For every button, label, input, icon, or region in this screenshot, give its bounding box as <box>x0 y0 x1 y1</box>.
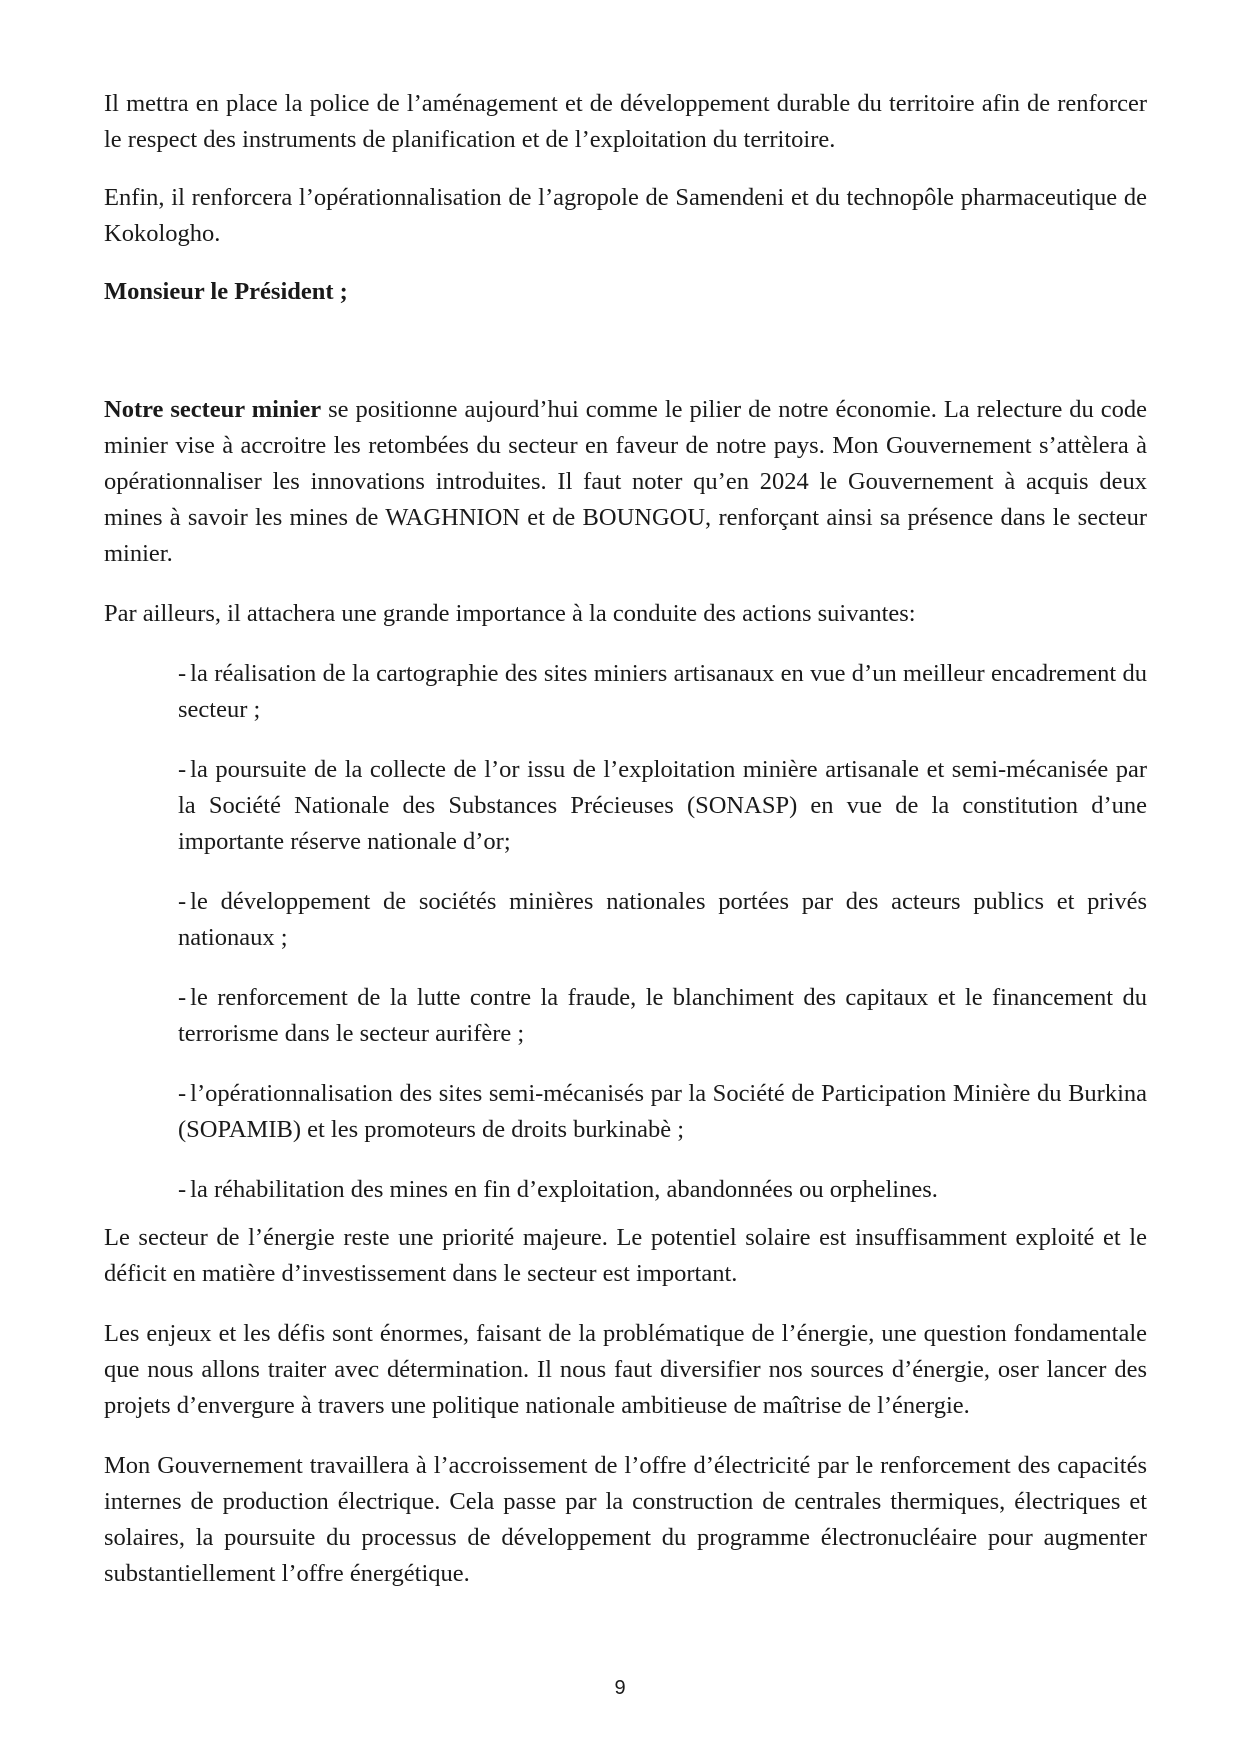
list-item-text: la réalisation de la cartographie des sites miniers artisanaux en vue d’un meilleur encadrement du secteur ; <box>178 660 1147 723</box>
paragraph-actions-intro: Par ailleurs, il attachera une grande importance à la conduite des actions suivantes: <box>104 600 916 627</box>
list-item <box>178 884 1147 956</box>
list-item <box>178 980 1147 1052</box>
list-item-text: la réhabilitation des mines en fin d’exploitation, abandonnées ou orphelines. <box>190 1176 938 1203</box>
salutation-heading: Monsieur le Président ; <box>104 278 348 305</box>
bullet-marker: - <box>178 1080 187 1107</box>
page-number: 9 <box>614 1677 626 1699</box>
paragraph-energy-challenges: Les enjeux et les défis sont énormes, faisant de la problématique de l’énergie, une question fondamentale que nous allons traiter avec détermination. Il nous faut diversifier nos sources d’énergie, oser lancer des projets d’envergure à travers une politique nationale ambitieuse de maîtrise de l’énergie. <box>104 1320 1147 1419</box>
paragraph-electricity-supply: Mon Gouvernement travaillera à l’accroissement de l’offre d’électricité par le renforcement des capacités internes de production électrique. Cela passe par la construction de centrales thermiques, électriques et solaires, la poursuite du processus de développement du programme électronucléaire pour augmenter substantiellement l’offre énergétique. <box>104 1452 1147 1587</box>
list-item-text: l’opérationnalisation des sites semi-mécanisés par la Société de Participation Minière du Burkina (SOPAMIB) et les promoteurs de droits burkinabè ; <box>178 1080 1147 1143</box>
list-item <box>178 656 1147 728</box>
mining-sector-lead: Notre secteur minier <box>104 396 322 423</box>
list-item <box>178 1076 1147 1148</box>
mining-sector-text: se positionne aujourd’hui comme le pilier de notre économie. La relecture du code minier vise à accroitre les retombées du secteur en faveur de notre pays. Mon Gouvernement s’attèlera à opérationnaliser les innovations introduites. Il faut noter qu’en 2024 le Gouvernement à acquis deux mines à savoir les mines de WAGHNION et de BOUNGOU, renforçant ainsi sa présence dans le secteur minier. <box>104 396 1147 567</box>
bullet-marker: - <box>178 984 187 1011</box>
paragraph-energy-priority: Le secteur de l’énergie reste une priorité majeure. Le potentiel solaire est insuffisamment exploité et le déficit en matière d’investissement dans le secteur est important. <box>104 1224 1147 1287</box>
list-item <box>178 1172 1147 1208</box>
paragraph-agropole: Enfin, il renforcera l’opérationnalisation de l’agropole de Samendeni et du technopôle pharmaceutique de Kokologho. <box>104 184 1147 247</box>
document-page <box>104 86 1147 1592</box>
mining-actions-list <box>104 656 1147 1208</box>
list-item-text: le renforcement de la lutte contre la fraude, le blanchiment des capitaux et le financement du terrorisme dans le secteur aurifère ; <box>178 984 1147 1047</box>
list-item <box>178 752 1147 860</box>
paragraph-territory-police: Il mettra en place la police de l’aménagement et de développement durable du territoire afin de renforcer le respect des instruments de planification et de l’exploitation du territoire. <box>104 90 1147 153</box>
bullet-marker: - <box>178 660 187 687</box>
bullet-marker: - <box>178 1176 187 1203</box>
list-item-text: le développement de sociétés minières nationales portées par des acteurs publics et privés nationaux ; <box>178 888 1147 951</box>
list-item-text: la poursuite de la collecte de l’or issu de l’exploitation minière artisanale et semi-mécanisée par la Société Nationale des Substances Précieuses (SONASP) en vue de la constitution d’une importante réserve nationale d’or; <box>178 756 1147 855</box>
bullet-marker: - <box>178 756 187 783</box>
bullet-marker: - <box>178 888 187 915</box>
paragraph-mining-sector <box>104 392 1147 572</box>
